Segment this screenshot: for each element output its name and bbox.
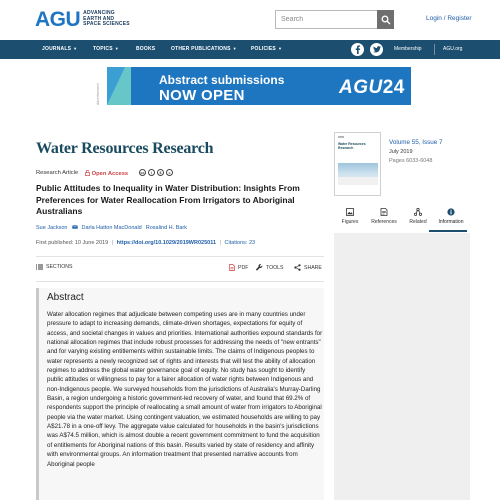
ad-subheadline: NOW OPEN	[159, 87, 245, 104]
nav-journals[interactable]	[42, 46, 77, 52]
nc-icon: $	[157, 169, 164, 176]
list-icon	[36, 264, 43, 270]
logo-line-3: SPACE SCIENCES	[83, 21, 130, 28]
tab-related[interactable]	[402, 208, 434, 225]
separator: |	[219, 240, 221, 246]
cover-title: Water Resources Research	[338, 142, 366, 150]
author-link[interactable]: Rosalind H. Bark	[145, 225, 188, 231]
search-input[interactable]	[275, 10, 377, 29]
by-icon: i	[148, 169, 155, 176]
ad-headline: Abstract submissions	[159, 73, 285, 87]
membership-link[interactable]: Membership	[394, 46, 422, 52]
nav-divider	[434, 44, 435, 55]
ad-logo-text: AGU	[339, 77, 383, 98]
cover-small-text: WRR	[338, 136, 345, 139]
search-bar	[275, 10, 394, 29]
divider	[36, 256, 324, 257]
advertisement-label: Advertisement	[96, 83, 100, 105]
open-access-label: Open Access	[91, 171, 129, 177]
email-icon[interactable]	[72, 225, 78, 229]
facebook-icon[interactable]	[351, 43, 364, 56]
tab-figures[interactable]	[334, 208, 366, 225]
tools-button[interactable]	[256, 264, 284, 271]
ad-logo-num: 24	[382, 77, 405, 98]
abstract-section	[36, 288, 324, 500]
agu-org-link[interactable]: AGU.org	[443, 46, 463, 52]
ad-decoration-2	[107, 67, 125, 105]
volume-issue-link[interactable]: Volume 55, Issue 7	[389, 139, 443, 146]
article-title: Public Attitudes to Inequality in Water Distribution: Insights From Preferences for Water Reallocation From Irrigators to Aboriginal Australians	[36, 183, 300, 216]
issue-date: July 2019	[389, 149, 413, 155]
chevron-down-icon: ▼	[277, 46, 283, 51]
share-icon	[294, 264, 301, 271]
chevron-down-icon: ▼	[114, 46, 119, 51]
twitter-icon[interactable]	[370, 43, 383, 56]
information-panel	[334, 233, 470, 500]
publication-info	[36, 240, 255, 246]
chevron-down-icon: ▼	[232, 46, 237, 51]
article-type: Research Article	[36, 170, 79, 176]
doi-link[interactable]: https://doi.org/10.1029/2019WR025011	[116, 240, 217, 246]
pdf-button[interactable]	[229, 264, 248, 271]
active-tab-indicator	[429, 230, 467, 232]
logo-text	[83, 11, 130, 27]
information-icon	[447, 208, 455, 216]
logo-line-2: EARTH AND	[83, 15, 115, 22]
ad-agu24-logo	[339, 77, 405, 99]
pdf-label: PDF	[238, 264, 249, 271]
ad-banner[interactable]	[107, 67, 411, 105]
nav-books[interactable]	[136, 46, 155, 52]
agu-logo[interactable]	[35, 9, 130, 30]
lock-open-icon	[85, 170, 90, 176]
logo-line-1: ADVANCING	[83, 10, 115, 17]
references-icon	[380, 208, 388, 216]
published-date: 10 June 2019	[74, 240, 109, 246]
wrench-icon	[256, 264, 263, 271]
tab-figures-label: Figures	[341, 219, 359, 225]
tools-label: TOOLS	[266, 264, 284, 271]
citations-link[interactable]: Citations: 23	[224, 240, 256, 246]
logo-mark: AGU	[35, 8, 81, 31]
open-access-badge	[85, 170, 128, 177]
tab-references[interactable]	[368, 208, 400, 225]
nav-other-publications[interactable]	[171, 46, 237, 52]
author-list	[36, 225, 191, 231]
nav-topics-label: TOPICS	[93, 46, 113, 52]
abstract-heading: Abstract	[47, 292, 84, 303]
tab-information-label: Information	[438, 219, 464, 225]
author-link[interactable]: Sue Jackson	[36, 225, 68, 231]
login-register-link[interactable]: Login / Register	[426, 15, 472, 22]
article-tools	[36, 264, 324, 274]
nav-books-label: BOOKS	[136, 46, 156, 52]
nav-policies[interactable]	[251, 46, 282, 52]
nav-policies-label: POLICIES	[251, 46, 276, 52]
sidebar-tabs	[334, 208, 470, 230]
sections-button[interactable]	[36, 264, 73, 270]
search-button[interactable]	[377, 10, 394, 29]
separator: |	[111, 240, 114, 246]
nd-icon: =	[166, 169, 173, 176]
chevron-down-icon: ▼	[73, 46, 78, 51]
nav-topics[interactable]	[93, 46, 119, 52]
cc-icon: cc	[140, 170, 145, 175]
divider	[36, 281, 324, 282]
abstract-body: Water allocation regimes that adjudicate between competing uses are in many countries under pressure to adapt to increasing demands, climate-driven shortages, expectations for equity of access, and societal changes in values and priorities. International authorities expound standards for national allocation regimes that include robust processes for addressing the needs of "new entrants" and for varying existing entitlements within sustainable limits. The claims of Indigenous peoples to water represents a newly recognized set of rights and interests that will test the ability of allocation regimes to address the global water governance goal of equity. No study has sought to identify public attitudes or willingness to pay for a fairer allocation of water rights between Indigenous and non-Indigenous people. We surveyed households from the jurisdictions of Australia's Murray-Darling Basin, a region undergoing a historic government-led recovery of water, and found that 69.2% of respondents support the principle of reallocating a small amount of water from irrigators to Aboriginal people via the water market. Using contingent valuation, we estimated households are willing to pay A$21.78 in a one-off levy. The aggregate value calculated for households in the basin's jurisdictions was A$74.5 million, which is almost double a recent government commitment to fund the acquisition of entitlements for Aboriginal nations of this basin. Results varied by state of residency and affinity with environmental groups. An information treatment that presented narrative accounts from Aboriginal people	[47, 311, 323, 468]
main-nav	[0, 40, 500, 59]
journal-title[interactable]: Water Resources Research	[36, 140, 214, 157]
page-range: Pages 6033-6048	[389, 158, 433, 164]
nav-other-publications-label: OTHER PUBLICATIONS	[171, 46, 231, 52]
cover-image-lower	[338, 177, 378, 185]
license-icons[interactable]	[139, 169, 173, 176]
published-label: First published:	[36, 240, 74, 246]
tab-references-label: References	[371, 219, 397, 225]
share-button[interactable]	[294, 264, 322, 271]
sections-label: SECTIONS	[46, 264, 73, 270]
author-link[interactable]: Darla Hatton MacDonald	[81, 225, 142, 231]
tab-information[interactable]	[432, 208, 470, 225]
top-header	[0, 0, 500, 40]
journal-cover[interactable]	[334, 132, 381, 196]
search-icon	[381, 15, 391, 25]
figures-icon	[346, 208, 354, 216]
pdf-icon	[229, 264, 235, 271]
share-label: SHARE	[304, 264, 322, 271]
nav-journals-label: JOURNALS	[42, 46, 72, 52]
related-icon	[414, 208, 422, 216]
tab-related-label: Related	[409, 219, 427, 225]
